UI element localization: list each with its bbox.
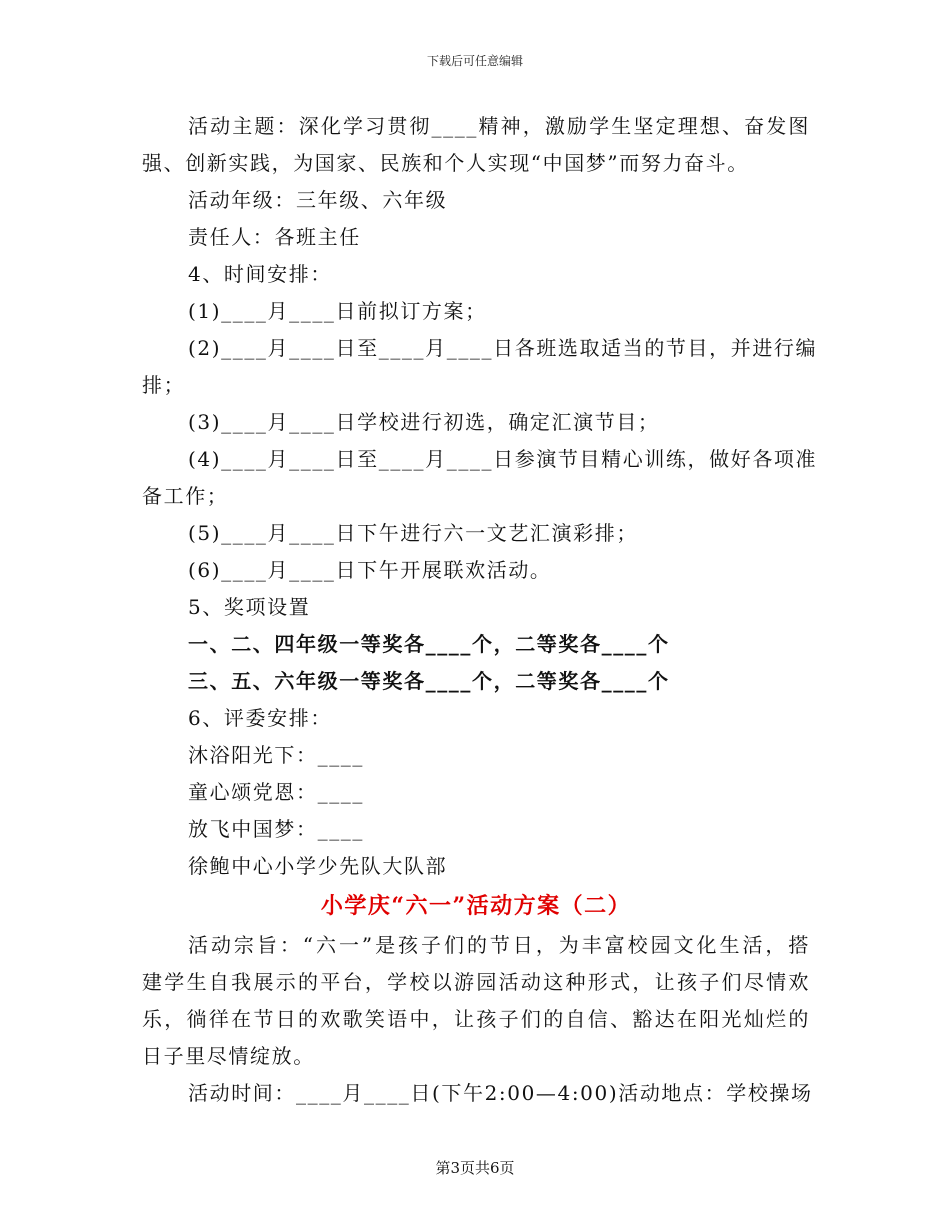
text-line: 5、奖项设置 xyxy=(188,595,311,619)
section-title: 小学庆“六一”活动方案（二） xyxy=(320,893,632,919)
text-line: (4)____月____日至____月____日参演节目精心训练，做好各项准 xyxy=(188,447,818,471)
text-line: (6)____月____日下午开展联欢活动。 xyxy=(188,558,552,582)
text-line: (2)____月____日至____月____日各班选取适当的节目，并进行编 xyxy=(188,336,818,360)
document-body xyxy=(142,108,818,1112)
text-line: 责任人：各班主任 xyxy=(188,225,361,249)
text-line: 建学生自我展示的平台，学校以游园活动这种形式，让孩子们尽情欢 xyxy=(142,970,810,994)
text-line: 备工作； xyxy=(142,484,229,508)
text-line: 三、五、六年级一等奖各____个，二等奖各____个 xyxy=(188,669,670,693)
text-line: 徐鲍中心小学少先队大队部 xyxy=(188,854,448,878)
text-line: (1)____月____日前拟订方案； xyxy=(188,299,487,323)
plan-section-one xyxy=(142,108,818,885)
text-line: 活动年级：三年级、六年级 xyxy=(188,188,448,212)
text-line: 6、评委安排： xyxy=(188,706,332,730)
text-line: (5)____月____日下午进行六一文艺汇演彩排； xyxy=(188,521,638,545)
page-header: 下载后可任意编辑 xyxy=(426,54,523,68)
text-line: 沐浴阳光下：____ xyxy=(188,743,364,767)
text-line: 乐，徜徉在节日的欢歌笑语中，让孩子们的自信、豁达在阳光灿烂的 xyxy=(142,1007,810,1031)
text-line: 活动主题：深化学习贯彻____精神，激励学生坚定理想、奋发图 xyxy=(188,114,810,138)
text-line: 强、创新实践，为国家、民族和个人实现“中国梦”而努力奋斗。 xyxy=(142,151,749,175)
text-line: 4、时间安排： xyxy=(188,262,332,286)
text-line: 活动时间：____月____日(下午2:00—4:00)活动地点：学校操场 xyxy=(188,1081,813,1105)
text-line: 日子里尽情绽放。 xyxy=(142,1044,315,1068)
plan-section-two xyxy=(142,927,813,1112)
text-line: 排； xyxy=(142,373,186,397)
text-line: 放飞中国梦：____ xyxy=(188,817,364,841)
text-line: 活动宗旨：“六一”是孩子们的节日，为丰富校园文化生活，搭 xyxy=(188,933,810,957)
page-footer: 第3页共6页 xyxy=(435,1159,515,1177)
text-line: 童心颂党恩：____ xyxy=(188,780,364,804)
text-line: (3)____月____日学校进行初选，确定汇演节目； xyxy=(188,410,660,434)
text-line: 一、二、四年级一等奖各____个，二等奖各____个 xyxy=(188,632,670,656)
